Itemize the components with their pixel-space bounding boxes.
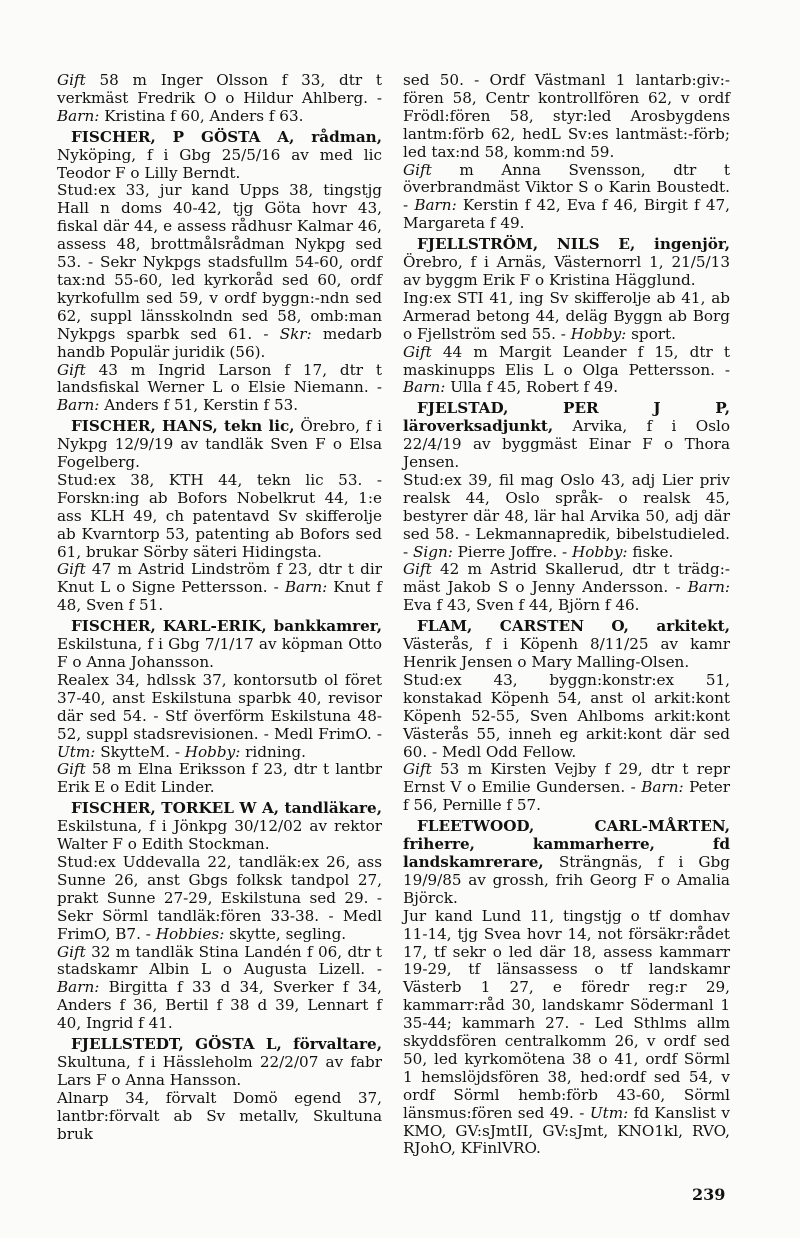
field-text: Knut f 48, Sven f 51.	[57, 578, 382, 615]
entry-heading	[403, 400, 730, 472]
entry-paragraph	[57, 72, 382, 126]
entry-paragraph	[403, 908, 730, 1159]
person-title: läroverksadjunkt,	[403, 417, 554, 436]
biography-entry	[403, 618, 730, 815]
field-label: Barn:	[284, 578, 328, 597]
person-title: friherre, kammarherre, fd landskamrerare,	[403, 835, 730, 871]
entry-heading	[57, 800, 382, 854]
field-label: Gift	[403, 342, 432, 361]
field-label: Barn:	[57, 106, 100, 125]
field-label: Utm:	[57, 742, 96, 761]
person-name: FJELSTAD, PER J P,	[417, 399, 730, 418]
page-number: 239	[692, 1185, 726, 1204]
entry-paragraph	[403, 344, 730, 398]
biography-entry	[57, 618, 382, 797]
entry-paragraph	[57, 362, 382, 416]
entry-heading	[57, 618, 382, 672]
entry-paragraph	[57, 561, 382, 615]
field-text: Kerstin f 42, Eva f 46, Birgit f 47, Margareta f 49.	[403, 196, 730, 233]
field-text: Ulla f 45, Robert f 49.	[445, 378, 619, 397]
entry-paragraph	[403, 162, 730, 234]
person-title: förvaltare,	[281, 1035, 382, 1054]
field-text: Alnarp 34, förvalt Domö egend 37, lantbr:förvalt ab Sv metallv, Skultuna bruk	[57, 1088, 382, 1143]
field-label: Gift	[403, 560, 432, 579]
field-text: Eva f 43, Sven f 44, Björn f 46.	[403, 596, 640, 615]
field-text: ridning.	[240, 742, 306, 761]
field-text: 47 m Astrid Lindström f 23, dtr t dir Knut L o Signe Pettersson. -	[57, 560, 382, 597]
entry-paragraph	[403, 672, 730, 762]
left-column	[57, 72, 382, 1146]
field-label: Hobby:	[570, 324, 627, 343]
field-label: Gift	[57, 560, 86, 579]
field-label: Hobbies:	[155, 924, 225, 943]
entry-paragraph	[403, 761, 730, 815]
field-text: Pierre Joffre. -	[452, 542, 572, 561]
entry-heading	[403, 818, 730, 908]
birth-info: Eskilstuna, f i Jönkpg 30/12/02 av rektor Walter F o Edith Stockman.	[57, 817, 382, 854]
person-title: tandläkare,	[279, 799, 383, 818]
field-label: Barn:	[57, 978, 100, 997]
field-text: Kristina f 60, Anders f 63.	[99, 106, 304, 125]
field-text: 42 m Astrid Skallerud, dtr t trädg:-mäst Jakob S o Jenny Andersson. -	[403, 560, 730, 597]
entry-heading	[57, 418, 382, 472]
entry-paragraph	[403, 290, 730, 344]
person-name: FISCHER, P GÖSTA A,	[71, 127, 295, 146]
person-title: arkitekt,	[628, 617, 730, 636]
field-text: medarb handb Populär juridik (56).	[57, 324, 382, 361]
birth-info: Eskilstuna, f i Gbg 7/1/17 av köpman Otto F o Anna Johansson.	[57, 635, 382, 671]
person-name: FISCHER, KARL-ERIK,	[71, 617, 267, 636]
biography-entry	[57, 72, 382, 126]
person-name: FISCHER, TORKEL W A,	[71, 799, 280, 818]
entry-paragraph	[57, 672, 382, 762]
field-text: Peter f 56, Pernille f 57.	[403, 778, 730, 815]
field-label: Hobby:	[571, 542, 628, 561]
person-title: tekn lic,	[217, 417, 295, 436]
entry-paragraph	[57, 182, 382, 361]
birth-info: Nyköping, f i Gbg 25/5/16 av med lic Teodor F o Lilly Berndt.	[57, 145, 382, 182]
field-label: Hobby:	[184, 742, 241, 761]
field-label: Gift	[403, 760, 432, 779]
field-text: Stud:ex 39, fil mag Oslo 43, adj Lier priv realsk 44, Oslo språk- o realsk 45, bestyrer där 48, lär hal Arvika 50, adj där sed 58. - Lekmannapredik, bibelstudieled. -	[403, 470, 730, 561]
field-label: Barn:	[414, 196, 457, 215]
birth-info: Örebro, f i Nykpg 12/9/19 av tandläk Sven F o Elsa Fogelberg.	[57, 417, 382, 472]
person-title: rådman,	[294, 127, 382, 146]
field-label: Barn:	[403, 378, 446, 397]
person-title: bankkamrer,	[266, 617, 382, 636]
field-text: 53 m Kirsten Vejby f 29, dtr t repr Ernst V o Emilie Gundersen. -	[403, 760, 730, 797]
biography-entry	[57, 129, 382, 416]
person-name: FISCHER, HANS,	[71, 417, 218, 436]
right-column	[403, 72, 730, 1161]
person-name: FLEETWOOD, CARL-MÅRTEN,	[417, 817, 730, 836]
person-name: FJELLSTRÖM, NILS E,	[417, 235, 636, 254]
field-label: Gift	[57, 942, 86, 961]
field-label: Gift	[403, 160, 432, 179]
field-label: Gift	[57, 760, 86, 779]
field-label: Gift	[57, 71, 86, 89]
entry-paragraph	[57, 761, 382, 797]
entry-paragraph	[403, 72, 730, 162]
field-text: 32 m tandläk Stina Landén f 06, dtr t stadskamr Albin L o Augusta Lizell. -	[57, 942, 382, 979]
field-text: Realex 34, hdlssk 37, kontorsutb ol föret 37-40, anst Eskilstuna sparbk 40, revisor där sed 54. - Stf överförm Eskilstuna 48-52, suppl stadsrevisionen. - Medl FrimO. -	[57, 670, 382, 743]
biography-entry	[57, 418, 382, 615]
field-text: 43 m Ingrid Larson f 17, dtr t landsfiskal Werner L o Elsie Niemann. -	[57, 360, 382, 397]
person-title: ingenjör,	[635, 235, 731, 254]
field-text: Ing:ex STI 41, ing Sv skifferolje ab 41, ab Armerad betong 44, deläg Byggn ab Borg o Fjellström sed 55. -	[403, 288, 730, 343]
biography-entry	[403, 72, 730, 233]
birth-info: Arvika, f i Oslo 22/4/19 av byggmäst Einar F o Thora Jensen.	[403, 417, 730, 472]
field-text: SkytteM. -	[95, 742, 185, 761]
field-label: Barn:	[641, 778, 684, 797]
person-name: FJELLSTEDT, GÖSTA L,	[71, 1035, 282, 1054]
field-text: 58 m Inger Olsson f 33, dtr t verkmäst Fredrik O o Hildur Ahlberg. -	[57, 71, 382, 107]
birth-info: Örebro, f i Arnäs, Västernorrl 1, 21/5/13 av byggm Erik F o Kristina Hägglund.	[403, 253, 730, 289]
entry-heading	[403, 236, 730, 290]
field-text: 44 m Margit Leander f 15, dtr t maskinupps Elis L o Olga Pettersson. -	[403, 342, 730, 379]
entry-paragraph	[57, 854, 382, 944]
field-text: Stud:ex 38, KTH 44, tekn lic 53. - Forskn:ing ab Bofors Nobelkrut 44, 1:e ass KLH 49, ch patentavd Sv skifferolje ab Kvarntorp 53, patenting ab Bofors sed 61, brukar Sörby säteri Hidingsta.	[57, 470, 382, 561]
field-text: sport.	[626, 324, 676, 343]
birth-info: Strängnäs, f i Gbg 19/9/85 av grossh, frih Georg F o Amalia Björck.	[403, 852, 730, 907]
entry-heading	[57, 129, 382, 183]
birth-info: Skultuna, f i Hässleholm 22/2/07 av fabr Lars F o Anna Hansson.	[57, 1052, 382, 1089]
field-text: m Anna Svensson, dtr t överbrandmäst Viktor S o Karin Boustedt. -	[403, 160, 730, 215]
field-text: Birgitta f 33 d 34, Sverker f 34, Anders f 36, Bertil f 38 d 39, Lennart f 40, Ingrid f 41.	[57, 978, 382, 1033]
biography-entry	[403, 400, 730, 615]
entry-paragraph	[57, 472, 382, 562]
field-text: Stud:ex Uddevalla 22, tandläk:ex 26, ass Sunne 26, anst Gbgs folksk tandpol 27, prakt Sunne 27-29, Eskilstuna sed 29. - Sekr Sörml tandläk:fören 33-38. - Medl FrimO, B7. -	[57, 852, 382, 943]
entry-heading	[403, 618, 730, 672]
field-text: sed 50. - Ordf Västmanl 1 lantarb:giv:-fören 58, Centr kontrollfören 62, v ordf Frödl:fören 58, styr:led Arosbygdens lantm:förb 62, hedL Sv:es lantmäst:-förb; led tax:nd 58, komm:nd 59.	[403, 71, 730, 161]
entry-paragraph	[403, 472, 730, 562]
birth-info: Västerås, f i Köpenh 8/11/25 av kamr Henrik Jensen o Mary Malling-Olsen.	[403, 635, 730, 671]
entry-paragraph	[57, 944, 382, 1034]
person-name: FLAM, CARSTEN O,	[417, 617, 629, 636]
entry-paragraph	[403, 561, 730, 615]
field-label: Barn:	[687, 578, 730, 597]
biography-entry	[57, 800, 382, 1033]
field-label: Utm:	[589, 1103, 629, 1122]
field-text: Stud:ex 33, jur kand Upps 38, tingstjg Hall n doms 40-42, tjg Göta hovr 43, fiskal där 44, e assess rådhusr Kalmar 46, assess 48, brottmålsrådman Nykpg sed 53. - Sekr Nykpgs stadsfullm 54-60, ordf tax:nd 55-60, led kyrkoråd sed 60, ordf kyrkofullm sed 59, v ordf byggn:-ndn sed 62, suppl länsskolndn sed 58, omb:man Nykpgs sparbk sed 61. -	[57, 181, 382, 343]
field-text: fd Kanslist v KMO, GV:sJmtII, GV:sJmt, KNO1kl, RVO, RJohO, KFinlVRO.	[403, 1103, 730, 1158]
entry-paragraph	[57, 1090, 382, 1144]
field-label: Skr:	[279, 324, 312, 343]
biography-entry	[57, 1036, 382, 1143]
field-text: Jur kand Lund 11, tingstjg o tf domhav 11-14, tjg Svea hovr 14, not försäkr:rådet 17, tf sekr o led där 18, assess kammarr 19-29, tf länsassess o tf landskamr Västerb 1 27, e föredr reg:r 29, kammarr:råd 30, landskamr Södermanl 1 35-44; kammarh 27. - Led Sthlms allm skyddsfören centralkomm 26, v ordf sed 50, led kyrkomötena 38 o 41, ordf Sörml 1 hemslöjdsfören 38, hed:ordf sed 54, v ordf Sörml hemb:förb 43-60, Sörml länsmus:fören sed 49. -	[403, 906, 730, 1122]
field-text: fiske.	[627, 542, 674, 561]
field-text: skytte, segling.	[224, 924, 347, 943]
field-label: Sign:	[412, 542, 453, 561]
entry-heading	[57, 1036, 382, 1090]
field-label: Gift	[57, 360, 86, 379]
field-text: Anders f 51, Kerstin f 53.	[99, 396, 299, 415]
field-text: Stud:ex 43, byggn:konstr:ex 51, konstakad Köpenh 54, anst ol arkit:kont Köpenh 52-55, Sven Ahlboms arkit:kont Västerås 55, inneh eg arkit:kont där sed 60. - Medl Odd Fellow.	[403, 670, 730, 761]
biography-entry	[403, 236, 730, 397]
field-label: Barn:	[57, 396, 100, 415]
field-text: 58 m Elna Eriksson f 23, dtr t lantbr Erik E o Edit Linder.	[57, 760, 382, 797]
biography-entry	[403, 818, 730, 1158]
